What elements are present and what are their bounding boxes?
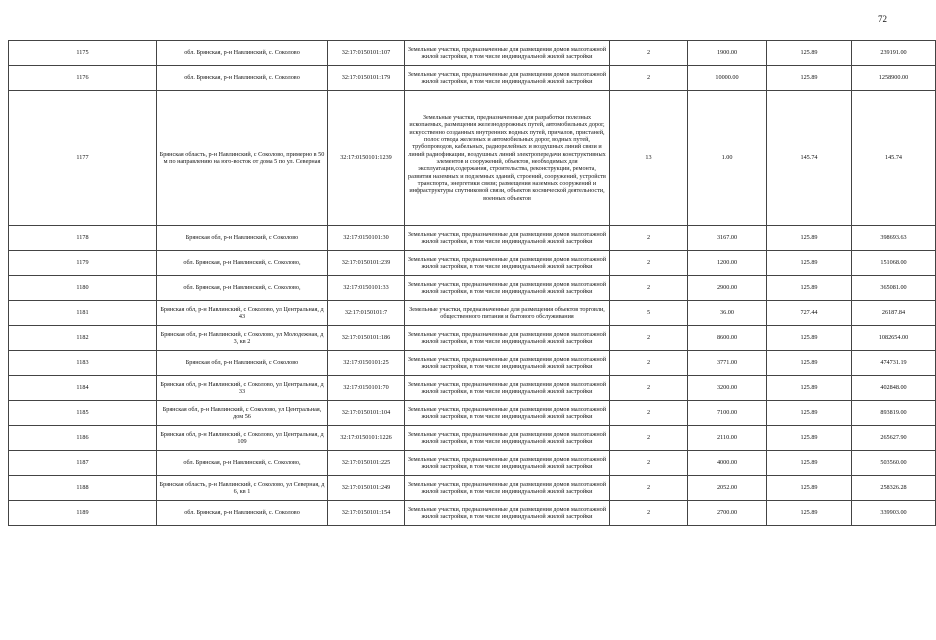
permitted-use-cell: Земельные участки, предназначенные для размещения домов малоэтажной жилой застройки, в том числе индивидуальной жилой застройки bbox=[405, 451, 610, 476]
cadastral-number-cell: 32:17:0150101:7 bbox=[328, 301, 405, 326]
row-number: 1181 bbox=[9, 301, 157, 326]
cadastral-number-cell: 32:17:0150101:239 bbox=[328, 251, 405, 276]
row-number: 1187 bbox=[9, 451, 157, 476]
row-number: 1183 bbox=[9, 351, 157, 376]
area-cell: 2052.00 bbox=[688, 476, 767, 501]
specific-value-cell: 125.89 bbox=[767, 351, 852, 376]
specific-value-cell: 125.89 bbox=[767, 426, 852, 451]
row-number: 1179 bbox=[9, 251, 157, 276]
address-cell: Брянская область, р-н Навлинский, с Соколово, ул Северная, д 6, кв 1 bbox=[157, 476, 328, 501]
cadastral-number-cell: 32:17:0150101:1239 bbox=[328, 91, 405, 226]
use-group-cell: 2 bbox=[610, 451, 688, 476]
table-body bbox=[9, 41, 936, 526]
row-number: 1175 bbox=[9, 41, 157, 66]
cadastral-number-cell: 32:17:0150101:179 bbox=[328, 66, 405, 91]
row-number: 1188 bbox=[9, 476, 157, 501]
address-cell: обл. Брянская, р-н Навлинский, с. Соколово bbox=[157, 41, 328, 66]
page-number: 72 bbox=[878, 14, 887, 24]
specific-value-cell: 125.89 bbox=[767, 476, 852, 501]
cadastral-value-cell: 239191.00 bbox=[852, 41, 936, 66]
table-row bbox=[9, 251, 936, 276]
specific-value-cell: 125.89 bbox=[767, 226, 852, 251]
area-cell: 8600.00 bbox=[688, 326, 767, 351]
specific-value-cell: 125.89 bbox=[767, 401, 852, 426]
area-cell: 3771.00 bbox=[688, 351, 767, 376]
use-group-cell: 2 bbox=[610, 326, 688, 351]
table-row bbox=[9, 451, 936, 476]
table-row bbox=[9, 91, 936, 226]
specific-value-cell: 125.89 bbox=[767, 326, 852, 351]
specific-value-cell: 727.44 bbox=[767, 301, 852, 326]
cadastral-value-cell: 339903.00 bbox=[852, 501, 936, 526]
address-cell: Брянская обл, р-н Навлинский, с Соколово, ул Центральная, дом 56 bbox=[157, 401, 328, 426]
cadastral-number-cell: 32:17:0150101:1226 bbox=[328, 426, 405, 451]
permitted-use-cell: Земельные участки, предназначенные для размещения объектов торговли, общественного питания и бытового обслуживания bbox=[405, 301, 610, 326]
cadastral-value-cell: 265627.90 bbox=[852, 426, 936, 451]
cadastral-number-cell: 32:17:0150101:70 bbox=[328, 376, 405, 401]
use-group-cell: 2 bbox=[610, 376, 688, 401]
specific-value-cell: 125.89 bbox=[767, 251, 852, 276]
address-cell: Брянская область, р-н Навлинский, с Соколово, примерно в 50 м по направлению на юго-восток от дома 5 по ул. Северная bbox=[157, 91, 328, 226]
row-number: 1185 bbox=[9, 401, 157, 426]
area-cell: 1.00 bbox=[688, 91, 767, 226]
table-row bbox=[9, 41, 936, 66]
cadastral-number-cell: 32:17:0150101:25 bbox=[328, 351, 405, 376]
cadastral-number-cell: 32:17:0150101:30 bbox=[328, 226, 405, 251]
permitted-use-cell: Земельные участки, предназначенные для размещения домов малоэтажной жилой застройки, в том числе индивидуальной жилой застройки bbox=[405, 401, 610, 426]
table-row bbox=[9, 476, 936, 501]
area-cell: 7100.00 bbox=[688, 401, 767, 426]
table-row bbox=[9, 276, 936, 301]
cadastral-value-cell: 1082654.00 bbox=[852, 326, 936, 351]
table-row bbox=[9, 66, 936, 91]
permitted-use-cell: Земельные участки, предназначенные для размещения домов малоэтажной жилой застройки, в том числе индивидуальной жилой застройки bbox=[405, 276, 610, 301]
use-group-cell: 2 bbox=[610, 401, 688, 426]
specific-value-cell: 125.89 bbox=[767, 41, 852, 66]
cadastral-number-cell: 32:17:0150101:104 bbox=[328, 401, 405, 426]
use-group-cell: 2 bbox=[610, 66, 688, 91]
area-cell: 1900.00 bbox=[688, 41, 767, 66]
use-group-cell: 2 bbox=[610, 226, 688, 251]
cadastral-value-cell: 398693.63 bbox=[852, 226, 936, 251]
cadastral-valuation-table bbox=[8, 40, 936, 526]
area-cell: 4000.00 bbox=[688, 451, 767, 476]
cadastral-number-cell: 32:17:0150101:225 bbox=[328, 451, 405, 476]
specific-value-cell: 125.89 bbox=[767, 501, 852, 526]
permitted-use-cell: Земельные участки, предназначенные для размещения домов малоэтажной жилой застройки, в том числе индивидуальной жилой застройки bbox=[405, 351, 610, 376]
row-number: 1186 bbox=[9, 426, 157, 451]
area-cell: 2110.00 bbox=[688, 426, 767, 451]
specific-value-cell: 125.89 bbox=[767, 376, 852, 401]
address-cell: обл. Брянская, р-н Навлинский, с. Соколово, bbox=[157, 451, 328, 476]
cadastral-number-cell: 32:17:0150101:107 bbox=[328, 41, 405, 66]
row-number: 1180 bbox=[9, 276, 157, 301]
permitted-use-cell: Земельные участки, предназначенные для размещения домов малоэтажной жилой застройки, в том числе индивидуальной жилой застройки bbox=[405, 376, 610, 401]
table-row bbox=[9, 376, 936, 401]
specific-value-cell: 125.89 bbox=[767, 66, 852, 91]
cadastral-number-cell: 32:17:0150101:249 bbox=[328, 476, 405, 501]
area-cell: 1200.00 bbox=[688, 251, 767, 276]
area-cell: 10000.00 bbox=[688, 66, 767, 91]
address-cell: Брянская обл, р-н Навлинский, с Соколово bbox=[157, 226, 328, 251]
permitted-use-cell: Земельные участки, предназначенные для разработки полезных ископаемых, размещения железнодорожных путей, автомобильных дорог, искусственно созданных внутренних водных путей, причалов, пристаней, полос отвода железных и автомобильных дорог, водных путей, трубопроводов, кабельных, радиорелейных и воздушных линий связи и линий радиофикации, воздушных линий электропередачи конструктивных элементов и сооружений, объектов, необходимых для эксплуатации,содержания, строительства, реконструкции, ремонта, развития наземных и подземных зданий, строений, сооружений, устройств транспорта, энергетики связи; размещения наземных сооружений и инфраструктуры спутниковой связи, объектов космической деятельности, военных объектов bbox=[405, 91, 610, 226]
table-row bbox=[9, 501, 936, 526]
cadastral-value-cell: 365081.00 bbox=[852, 276, 936, 301]
address-cell: Брянская обл, р-н Навлинский, с Соколово bbox=[157, 351, 328, 376]
table-row bbox=[9, 326, 936, 351]
permitted-use-cell: Земельные участки, предназначенные для размещения домов малоэтажной жилой застройки, в том числе индивидуальной жилой застройки bbox=[405, 251, 610, 276]
use-group-cell: 2 bbox=[610, 251, 688, 276]
area-cell: 2900.00 bbox=[688, 276, 767, 301]
permitted-use-cell: Земельные участки, предназначенные для размещения домов малоэтажной жилой застройки, в том числе индивидуальной жилой застройки bbox=[405, 66, 610, 91]
area-cell: 36.00 bbox=[688, 301, 767, 326]
table-row bbox=[9, 301, 936, 326]
address-cell: обл. Брянская, р-н Навлинский, с. Соколово bbox=[157, 501, 328, 526]
cadastral-value-cell: 26187.84 bbox=[852, 301, 936, 326]
row-number: 1189 bbox=[9, 501, 157, 526]
permitted-use-cell: Земельные участки, предназначенные для размещения домов малоэтажной жилой застройки, в том числе индивидуальной жилой застройки bbox=[405, 226, 610, 251]
permitted-use-cell: Земельные участки, предназначенные для размещения домов малоэтажной жилой застройки, в том числе индивидуальной жилой застройки bbox=[405, 501, 610, 526]
row-number: 1178 bbox=[9, 226, 157, 251]
address-cell: обл. Брянская, р-н Навлинский, с. Соколово, bbox=[157, 251, 328, 276]
row-number: 1176 bbox=[9, 66, 157, 91]
address-cell: Брянская обл, р-н Навлинский, с Соколово, ул Центральная, д 109 bbox=[157, 426, 328, 451]
use-group-cell: 2 bbox=[610, 476, 688, 501]
cadastral-value-cell: 474731.19 bbox=[852, 351, 936, 376]
use-group-cell: 2 bbox=[610, 426, 688, 451]
row-number: 1182 bbox=[9, 326, 157, 351]
row-number: 1177 bbox=[9, 91, 157, 226]
permitted-use-cell: Земельные участки, предназначенные для размещения домов малоэтажной жилой застройки, в том числе индивидуальной жилой застройки bbox=[405, 476, 610, 501]
table-row bbox=[9, 351, 936, 376]
area-cell: 3200.00 bbox=[688, 376, 767, 401]
cadastral-value-cell: 1258900.00 bbox=[852, 66, 936, 91]
cadastral-value-cell: 145.74 bbox=[852, 91, 936, 226]
permitted-use-cell: Земельные участки, предназначенные для размещения домов малоэтажной жилой застройки, в том числе индивидуальной жилой застройки bbox=[405, 326, 610, 351]
cadastral-value-cell: 258326.28 bbox=[852, 476, 936, 501]
cadastral-number-cell: 32:17:0150101:154 bbox=[328, 501, 405, 526]
table-row bbox=[9, 401, 936, 426]
permitted-use-cell: Земельные участки, предназначенные для размещения домов малоэтажной жилой застройки, в том числе индивидуальной жилой застройки bbox=[405, 426, 610, 451]
permitted-use-cell: Земельные участки, предназначенные для размещения домов малоэтажной жилой застройки, в том числе индивидуальной жилой застройки bbox=[405, 41, 610, 66]
use-group-cell: 2 bbox=[610, 501, 688, 526]
use-group-cell: 2 bbox=[610, 351, 688, 376]
specific-value-cell: 125.89 bbox=[767, 451, 852, 476]
cadastral-value-cell: 151068.00 bbox=[852, 251, 936, 276]
address-cell: Брянская обл, р-н Навлинский, с Соколово, ул Центральная, д 33 bbox=[157, 376, 328, 401]
cadastral-value-cell: 893819.00 bbox=[852, 401, 936, 426]
table-row bbox=[9, 226, 936, 251]
cadastral-value-cell: 402848.00 bbox=[852, 376, 936, 401]
area-cell: 2700.00 bbox=[688, 501, 767, 526]
use-group-cell: 2 bbox=[610, 276, 688, 301]
use-group-cell: 13 bbox=[610, 91, 688, 226]
cadastral-number-cell: 32:17:0150101:186 bbox=[328, 326, 405, 351]
use-group-cell: 2 bbox=[610, 41, 688, 66]
cadastral-number-cell: 32:17:0150101:33 bbox=[328, 276, 405, 301]
use-group-cell: 5 bbox=[610, 301, 688, 326]
specific-value-cell: 145.74 bbox=[767, 91, 852, 226]
specific-value-cell: 125.89 bbox=[767, 276, 852, 301]
address-cell: Брянская обл, р-н Навлинский, с Соколово, ул Центральная, д 43 bbox=[157, 301, 328, 326]
table-row bbox=[9, 426, 936, 451]
row-number: 1184 bbox=[9, 376, 157, 401]
address-cell: обл. Брянская, р-н Навлинский, с. Соколово bbox=[157, 66, 328, 91]
cadastral-value-cell: 503560.00 bbox=[852, 451, 936, 476]
address-cell: Брянская обл, р-н Навлинский, с Соколово, ул Молодежная, д 3, кв 2 bbox=[157, 326, 328, 351]
area-cell: 3167.00 bbox=[688, 226, 767, 251]
address-cell: обл. Брянская, р-н Навлинский, с. Соколово, bbox=[157, 276, 328, 301]
